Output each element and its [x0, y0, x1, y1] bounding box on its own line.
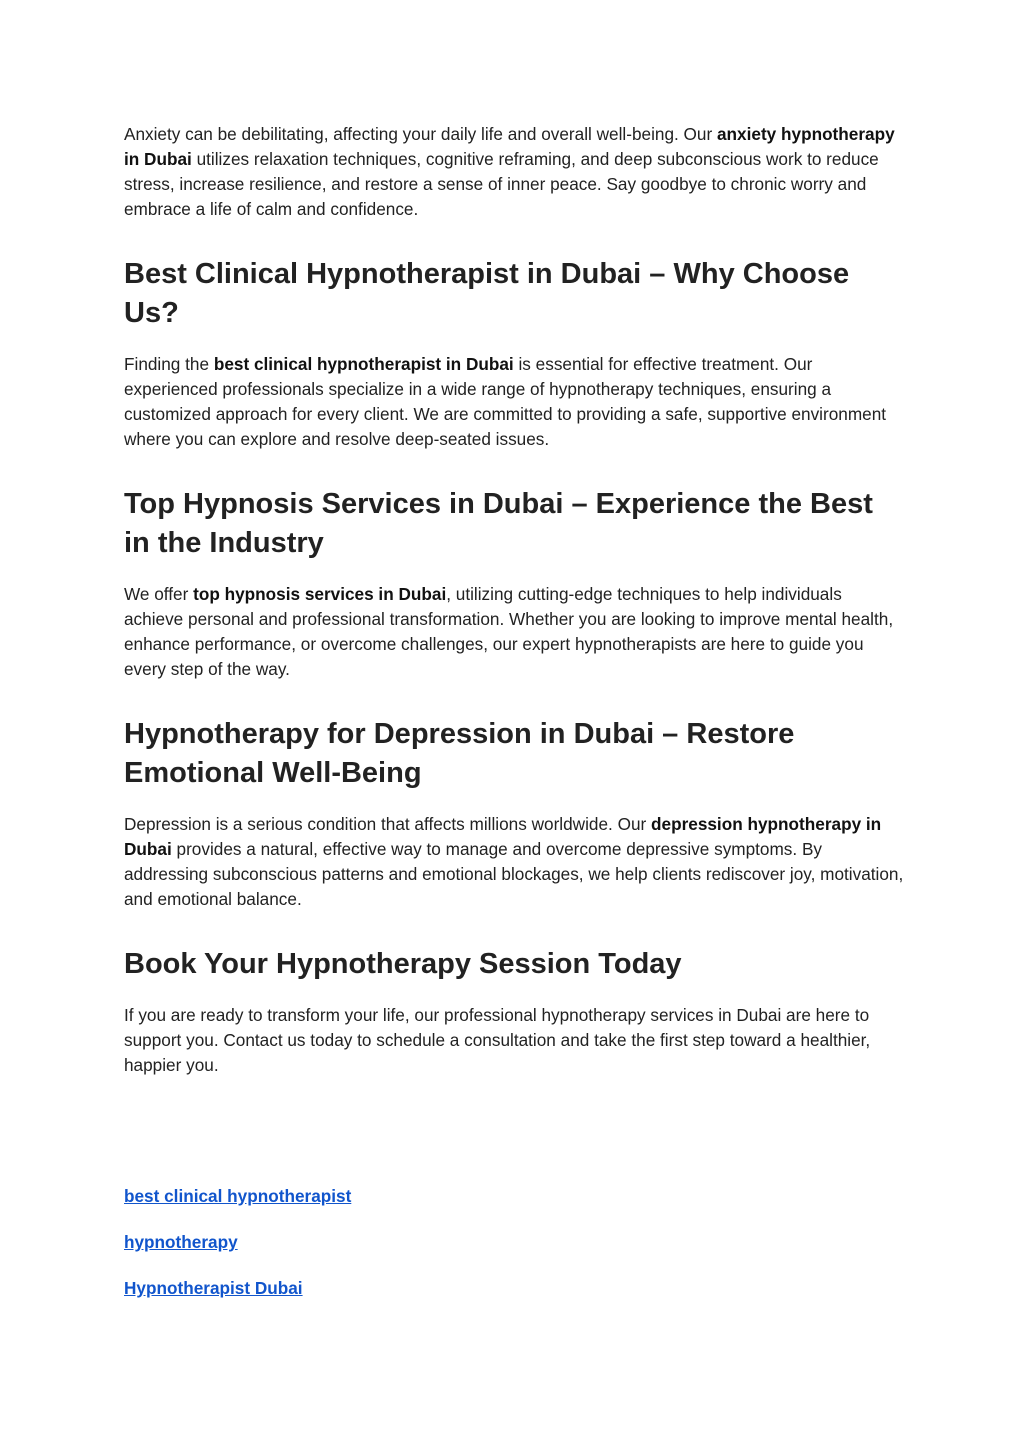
- clinical-keyword: best clinical hypnotherapist in Dubai: [213, 354, 514, 374]
- intro-paragraph: [124, 122, 904, 222]
- link-hypnotherapist-dubai[interactable]: Hypnotherapist Dubai: [124, 1278, 303, 1298]
- depression-text-2: provides a natural, effective way to manage and overcome depressive symptoms. By addressing subconscious patterns and emotional blockages, we help clients rediscover joy, motivation, and emotional balance.: [124, 839, 904, 909]
- clinical-text-2: is essential for effective treatment. Our experienced professionals specialize in a wide range of hypnotherapy techniques, ensuring a customized approach for every client. We are committed to providing a safe, supportive environment where you can explore and resolve deep-seated issues.: [124, 354, 887, 449]
- book-text-1: If you are ready to transform your life, our professional hypnotherapy services in Dubai are here to support you. Contact us today to schedule a consultation and take the first step toward a healthier, happier you.: [124, 1005, 871, 1075]
- link-best-clinical-hypnotherapist[interactable]: best clinical hypnotherapist: [124, 1186, 352, 1206]
- services-keyword: top hypnosis services in Dubai: [193, 584, 447, 604]
- depression-keyword: depression hypnotherapy in Dubai: [124, 814, 882, 859]
- section-heading-depression: Hypnotherapy for Depression in Dubai – Restore Emotional Well-Being: [124, 718, 795, 789]
- related-links: [124, 1184, 351, 1322]
- section-paragraph-book-session: [124, 1003, 904, 1078]
- intro-text-1: Anxiety can be debilitating, affecting your daily life and overall well-being. Our: [124, 124, 717, 144]
- link-hypnotherapy[interactable]: hypnotherapy: [124, 1232, 238, 1252]
- section-heading-clinical: Best Clinical Hypnotherapist in Dubai – Why Choose Us?: [124, 258, 850, 329]
- services-text-1: We offer: [124, 584, 194, 604]
- intro-text-2: utilizes relaxation techniques, cognitive reframing, and deep subconscious work to reduce stress, increase resilience, and restore a sense of inner peace. Say goodbye to chronic worry and embrace a life of calm and confidence.: [124, 149, 879, 219]
- intro-keyword: anxiety hypnotherapy in Dubai: [124, 124, 895, 169]
- section-heading-hypnosis-services: Top Hypnosis Services in Dubai – Experience the Best in the Industry: [124, 488, 873, 559]
- services-text-2: , utilizing cutting-edge techniques to help individuals achieve personal and professional transformation. Whether you are looking to improve mental health, enhance performance, or overcome challenges, our expert hypnotherapists are here to guide you every step of the way.: [124, 584, 894, 679]
- section-paragraph-clinical: [124, 352, 904, 452]
- depression-text-1: Depression is a serious condition that affects millions worldwide. Our: [124, 814, 652, 834]
- section-paragraph-hypnosis-services: [124, 582, 904, 682]
- section-paragraph-depression: [124, 812, 904, 912]
- document-body: [124, 122, 904, 1078]
- section-heading-book-session: Book Your Hypnotherapy Session Today: [124, 948, 682, 980]
- clinical-text-1: Finding the: [124, 354, 214, 374]
